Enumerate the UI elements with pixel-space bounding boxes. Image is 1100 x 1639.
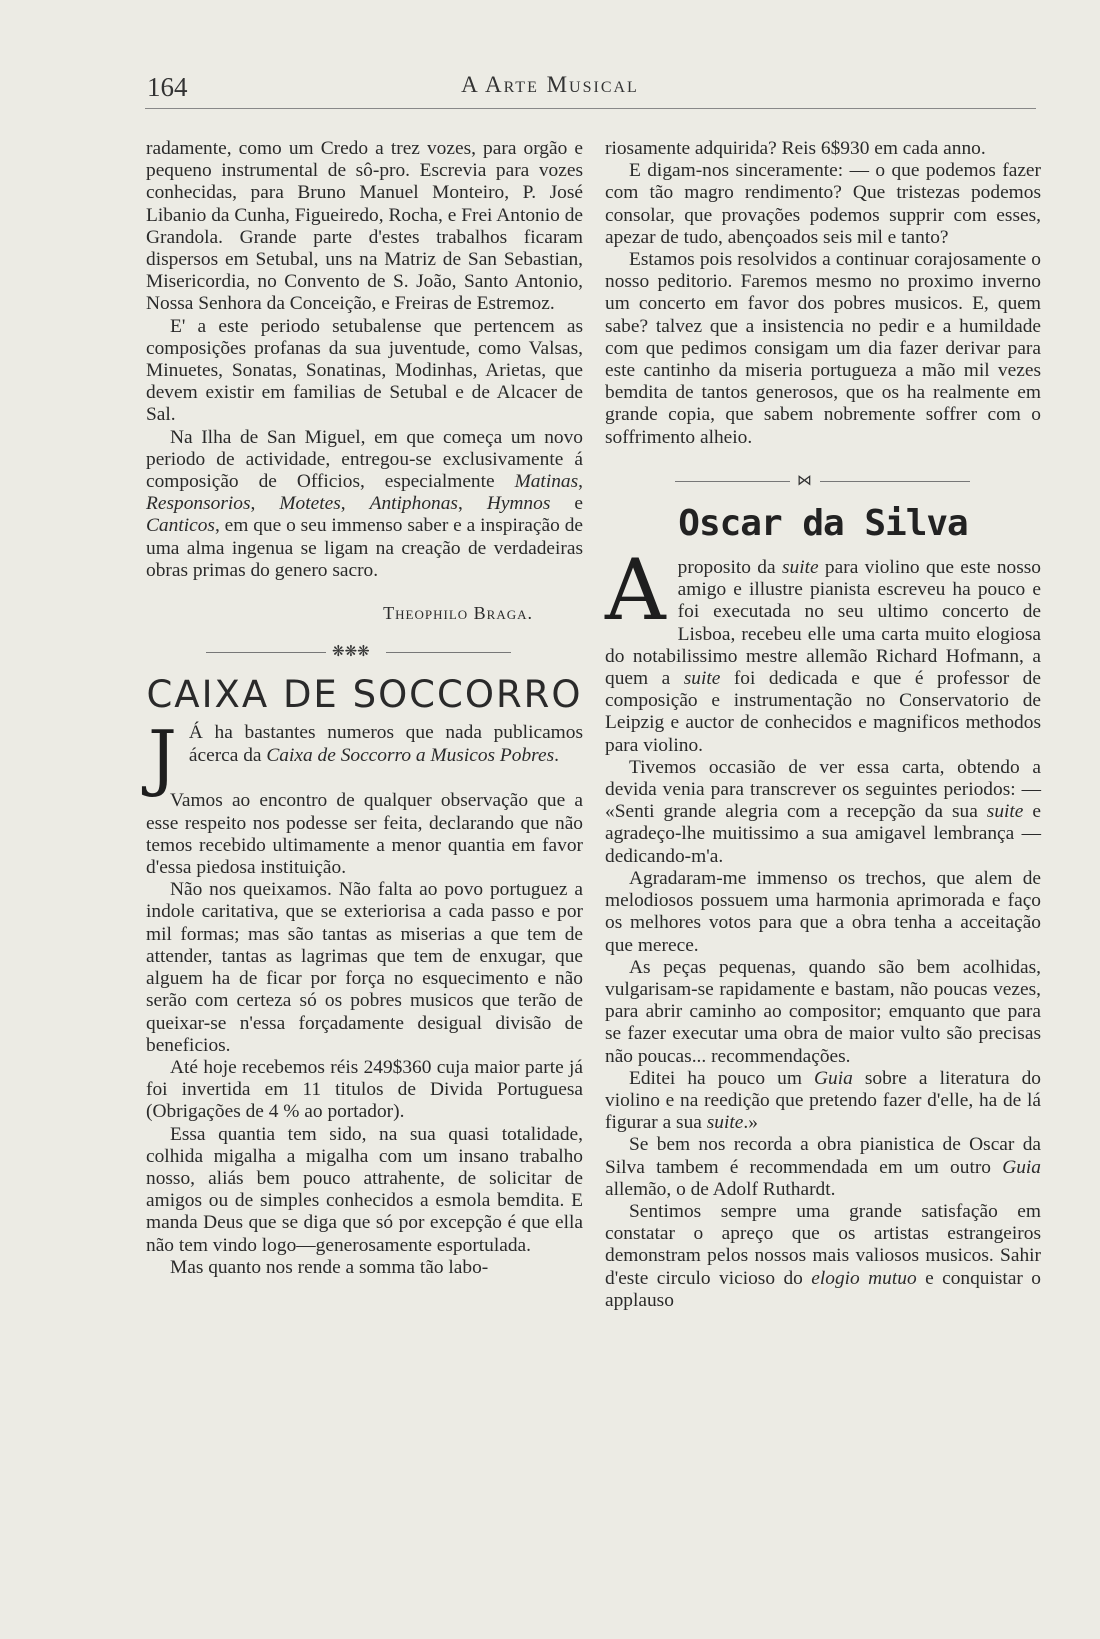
- ornament-icon: ❋❋❋: [332, 642, 370, 661]
- paragraph: riosamente adquirida? Reis 6$930 em cada anno.: [605, 138, 986, 159]
- paragraph: Se bem nos recorda a obra pianistica de Oscar da Silva tambem é recommendada em um outro Guia allemão, o de Adolf Ruthardt.: [605, 1134, 1041, 1200]
- paragraph: Agradaram-me immenso os trechos, que alem de melodiosos possuem uma harmonia aprimorada e faço os melhores votos para que a obra tenha a acceitação que merece.: [605, 867, 1041, 956]
- paragraph: E' a este periodo setubalense que pertencem as composições profanas da sua juventude, como Valsas, Minuetes, Sonatas, Sonatinas, Modinhas, Arietas, que devem existir em familias de Setubal e de Alcacer de Sal.: [146, 315, 583, 426]
- ornament-icon: ⋈: [797, 470, 812, 489]
- section-divider: [605, 471, 1041, 491]
- paragraph: E digam-nos sinceramente: — o que podemos fazer com tão magro rendimento? Que tristezas podemos consolar, que provações podemos supprir com esses, apezar de tudo, abençoados seis mil e tanto?: [605, 160, 1041, 248]
- page-number: 164: [147, 72, 188, 102]
- paragraph: Mas quanto nos rende a somma tão labo-: [170, 1256, 489, 1278]
- paragraph: radamente, como um Credo a trez vozes, para orgão e pequeno instrumental de sô-pro. Escrevia para vozes conhecidas, para Bruno Manuel Monteiro, P. José Libanio da Cunha, Figueiredo, Rocha, e Frei Antonio de Grandola. Grande parte d'estes trabalhos ficaram dispersos em Setubal, uns na Matriz de San Sebastian, Misericordia, no Convento de S. João, Santo Antonio, Nossa Senhora da Conceição, e Freiras de Estremoz.: [146, 138, 583, 315]
- drop-cap: A: [605, 541, 666, 640]
- author-signature: Theophilo Braga.: [383, 603, 533, 624]
- right-column: [605, 138, 1041, 1312]
- section-divider: [146, 642, 583, 662]
- section-title: CAIXA DE SOCCORRO: [146, 673, 583, 717]
- paragraph: Editei ha pouco um Guia sobre a literatura do violino e na reedição que pretendo fazer d'elle, ha de lá figurar a sua suite.»: [605, 1067, 1041, 1134]
- paragraph: Estamos pois resolvidos a continuar corajosamente o nosso peditorio. Faremos mesmo no proximo inverno um concerto em favor dos pobres musicos. E, quem sabe? talvez que a insistencia no pedir e a humildade com que pedimos consigam um dia fazer derivar para este cantinho da miseria portugueza a mão mil vezes bemdita de tantos generosos, que os ha realmente em grande copia, que sabem nobremente soffrer com o soffrimento alheio.: [605, 249, 1041, 448]
- paragraph: J Á ha bastantes numeros que nada publicamos ácerca da Caixa de Soccorro a Musicos Pobres.: [148, 715, 583, 800]
- paragraph: Vamos ao encontro de qualquer observação que a esse respeito nos podesse ser feita, declarando que não temos recebido ultimamente a menor quantia em favor d'essa piedosa instituição.: [146, 790, 583, 879]
- paragraph: Tivemos occasião de ver essa carta, obtendo a devida venia para transcrever os seguintes periodos: — «Senti grande alegria com a recepção da sua suite e agradeço-lhe muitissimo a sua amigavel lembrança — dedicando-m'a.: [605, 756, 1041, 867]
- paragraph: Essa quantia tem sido, na sua quasi totalidade, colhida migalha a migalha com um insano trabalho nosso, aliás bem pouco attrahente, de solicitar de amigos ou de simples conhecidos a esmola bemdita. E manda Deus que se diga que só por excepção é que ella não tem vindo logo—generosamente esportulada.: [146, 1123, 583, 1256]
- paragraph: Não nos queixamos. Não falta ao povo portuguez a indole caritativa, que se exteriorisa a cada passo e por mil formas; mas são tantas as miserias a que tem de attender, tantas as lagrimas que tem de enxugar, que alguem ha de ficar por força no esquecimento e não serão com certeza só os pobres musicos que terão de queixar-se n'essa forçadamente desigual divisão de beneficios.: [146, 879, 583, 1056]
- paragraph: Sentimos sempre uma grande satisfação em constatar o apreço que os artistas estrangeiros demonstram pelos nossos mais valiosos musicos. Sahir d'este circulo vicioso do elogio mutuo e conquistar o applauso: [605, 1200, 1042, 1311]
- drop-cap: J: [148, 715, 177, 800]
- section-title: Oscar da Silva: [678, 502, 968, 544]
- journal-title: A Arte Musical: [461, 72, 639, 97]
- paragraph: As peças pequenas, quando são bem acolhidas, vulgarisam-se rapidamente e bastam, não poucas vezes, para abrir caminho ao compositor; emquanto que para se fazer executar uma obra de maior vulto são precisas não poucas... recommendações.: [605, 956, 1041, 1067]
- paragraph: Aproposito da suite para violino que este nosso amigo e illustre pianista escreveu ha pouco e foi executada no seu ultimo concerto de Lisboa, recebeu elle uma carta muito elogiosa do notabilissimo mestre allemão Richard Hofmann, a quem a suite foi dedicada e que é professor de composição e instrumentação no Conservatorio de Leipzig e auctor de conhecidos e magnificos methodos para violino.: [605, 541, 1041, 756]
- left-column: [146, 138, 583, 1279]
- paragraph: Na Ilha de San Miguel, em que começa um novo periodo de actividade, entregou-se exclusivamente á composição de Officios, especialmente Matinas, Responsorios, Motetes, Antiphonas, Hymnos e Canticos, em que o seu immenso saber e a inspiração de uma alma ingenua se ligam na creação de verdadeiras obras primas do genero sacro.: [146, 426, 583, 581]
- header-rule: [145, 108, 1036, 109]
- paragraph: Até hoje recebemos réis 249$360 cuja maior parte já foi invertida em 11 titulos de Divida Portuguesa (Obrigações de 4 % ao portador).: [146, 1056, 583, 1123]
- running-head: [0, 66, 1100, 106]
